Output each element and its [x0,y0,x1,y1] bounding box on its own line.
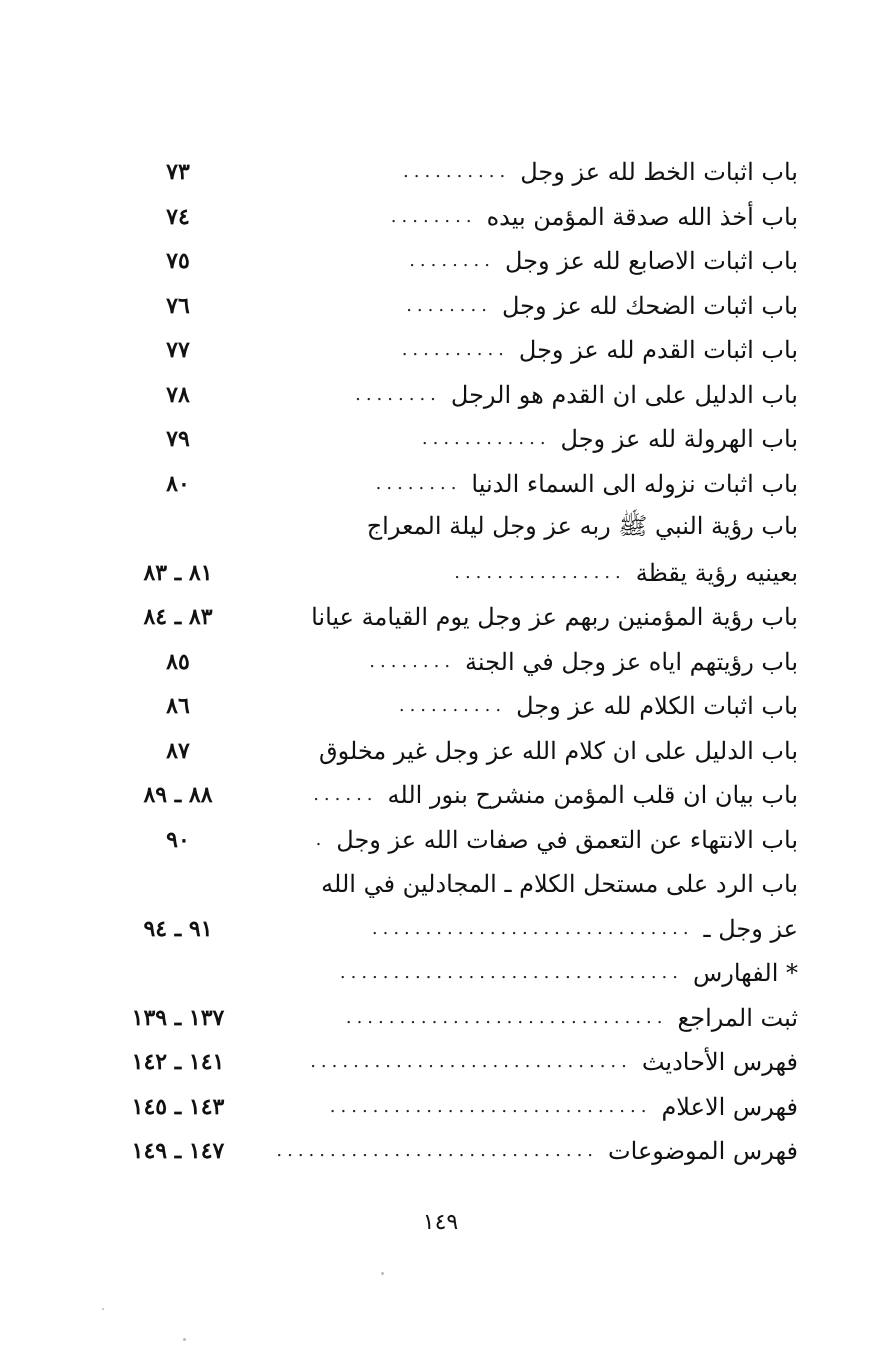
leader-dots: .......... [401,339,509,361]
toc-page-number: ١٤٣ ـ ١٤٥ [131,1093,225,1120]
toc-page-number: ٨٧ [166,737,190,764]
leader-dots: . [315,828,327,850]
leader-dots [246,871,311,897]
table-of-contents [118,150,798,1174]
toc-page-number: ٧٨ [166,381,190,408]
leader-dots: ........ [406,294,492,316]
toc-row [118,773,798,818]
toc-page-number: ٩٠ [166,826,190,853]
toc-entry-title: باب رؤية النبي ﷺ ربه عز وجل ليلة المعراج [366,511,798,540]
leader-dots [246,515,357,541]
toc-page-number: ٨١ ـ ٨٣ [143,559,213,586]
toc-row [118,1085,798,1130]
toc-entry-title: باب الدليل على ان كلام الله عز وجل غير مخلوق [318,736,798,765]
toc-page-number: ٨٨ ـ ٨٩ [143,782,213,809]
toc-page-number: ٩١ ـ ٩٤ [143,915,213,942]
toc-page-number: ٧٥ [166,248,190,275]
toc-row [118,640,798,685]
toc-row [118,684,798,729]
toc-page-number: ٨٥ [166,648,190,675]
toc-entry-title: باب الهرولة لله عز وجل [560,425,798,454]
leader-dots: ........ [355,383,441,405]
toc-entry-title: باب اثبات الاصابع لله عز وجل [504,247,798,276]
leader-dots: .......... [403,161,511,183]
toc-page-number: ٧٣ [166,159,190,186]
toc-entry-title: باب الرد على مستحل الكلام ـ المجادلين في الله [321,870,798,899]
leader-dots: .......... [398,695,507,717]
toc-entry-title: باب رؤيتهم اياه عز وجل في الجنة [465,647,798,676]
leader-dots: .............................. [310,1051,632,1073]
toc-row [118,195,798,240]
toc-row [118,506,798,551]
toc-entry-title: باب اثبات الخط لله عز وجل [520,158,798,187]
leader-dots: .............................. [371,917,694,939]
toc-page-number: ١٤٧ ـ ١٤٩ [131,1138,225,1165]
leader-dots: ...... [313,784,378,806]
scan-speck [381,1272,384,1275]
toc-entry-title: باب اثبات الكلام لله عز وجل [516,692,798,721]
toc-page-number: ٨٣ ـ ٨٤ [143,604,213,631]
toc-row [118,373,798,418]
toc-page-number: ٨٦ [166,693,190,720]
toc-entry-title: باب اثبات نزوله الى السماء الدنيا [471,469,798,498]
leader-dots: .............................. [345,1006,668,1028]
toc-entry-title: باب بيان ان قلب المؤمن منشرح بنور الله [387,781,798,810]
leader-dots: .............................. [276,1140,599,1162]
toc-row [118,862,798,907]
toc-page-number: ١٣٧ ـ ١٣٩ [131,1004,225,1031]
toc-row [118,462,798,507]
toc-entry-title: فهرس الموضوعات [608,1137,798,1166]
toc-row [118,818,798,863]
toc-row [118,907,798,952]
leader-dots: ........ [409,250,495,272]
toc-row [118,1040,798,1085]
leader-dots: ................ [454,561,626,583]
toc-row [118,1129,798,1174]
toc-page-number: ٨٠ [166,470,190,497]
toc-row [118,150,798,195]
toc-entry-title: باب اثبات القدم لله عز وجل [518,336,798,365]
toc-page-number: ٧٩ [166,426,190,453]
leader-dots [246,738,309,764]
leader-dots: ................................ [339,962,683,984]
toc-entry-title: ثبت المراجع [677,1003,798,1032]
leader-dots: ............ [421,428,551,450]
toc-row [118,239,798,284]
toc-row [118,951,798,996]
leader-dots: ........ [369,650,456,672]
toc-entry-title: باب اثبات الضحك لله عز وجل [501,291,798,320]
toc-row [118,328,798,373]
scan-speck [183,1338,186,1341]
leader-dots: ........ [375,472,462,494]
leader-dots: ........ [390,205,477,227]
toc-page-number: ٧٤ [166,203,190,230]
toc-entry-title: باب أخذ الله صدقة المؤمن بيده [486,202,798,231]
toc-page-number: ١٤١ ـ ١٤٢ [131,1049,225,1076]
toc-entry-title: عز وجل ـ [703,914,798,943]
toc-entry-title: باب رؤية المؤمنين ربهم عز وجل يوم القيامة عيانا [311,603,798,632]
toc-entry-title: فهرس الأحاديث [641,1048,798,1077]
page-folio-number: ١٤٩ [422,1210,459,1235]
toc-row [118,284,798,329]
toc-row [118,417,798,462]
toc-row [118,595,798,640]
toc-entry-title: فهرس الاعلام [661,1092,798,1121]
leader-dots [246,604,301,630]
toc-entry-title: باب الدليل على ان القدم هو الرجل [450,380,798,409]
toc-row [118,729,798,774]
toc-entry-title: * الفهارس [692,959,798,988]
toc-page-number: ٧٦ [166,292,190,319]
toc-row [118,551,798,596]
toc-entry-title: بعينيه رؤية يقظة [635,558,798,587]
toc-entry-title: باب الانتهاء عن التعمق في صفات الله عز وجل [336,825,798,854]
scan-speck [102,1308,104,1310]
toc-row [118,996,798,1041]
toc-page-number: ٧٧ [166,337,190,364]
leader-dots: .............................. [329,1095,652,1117]
